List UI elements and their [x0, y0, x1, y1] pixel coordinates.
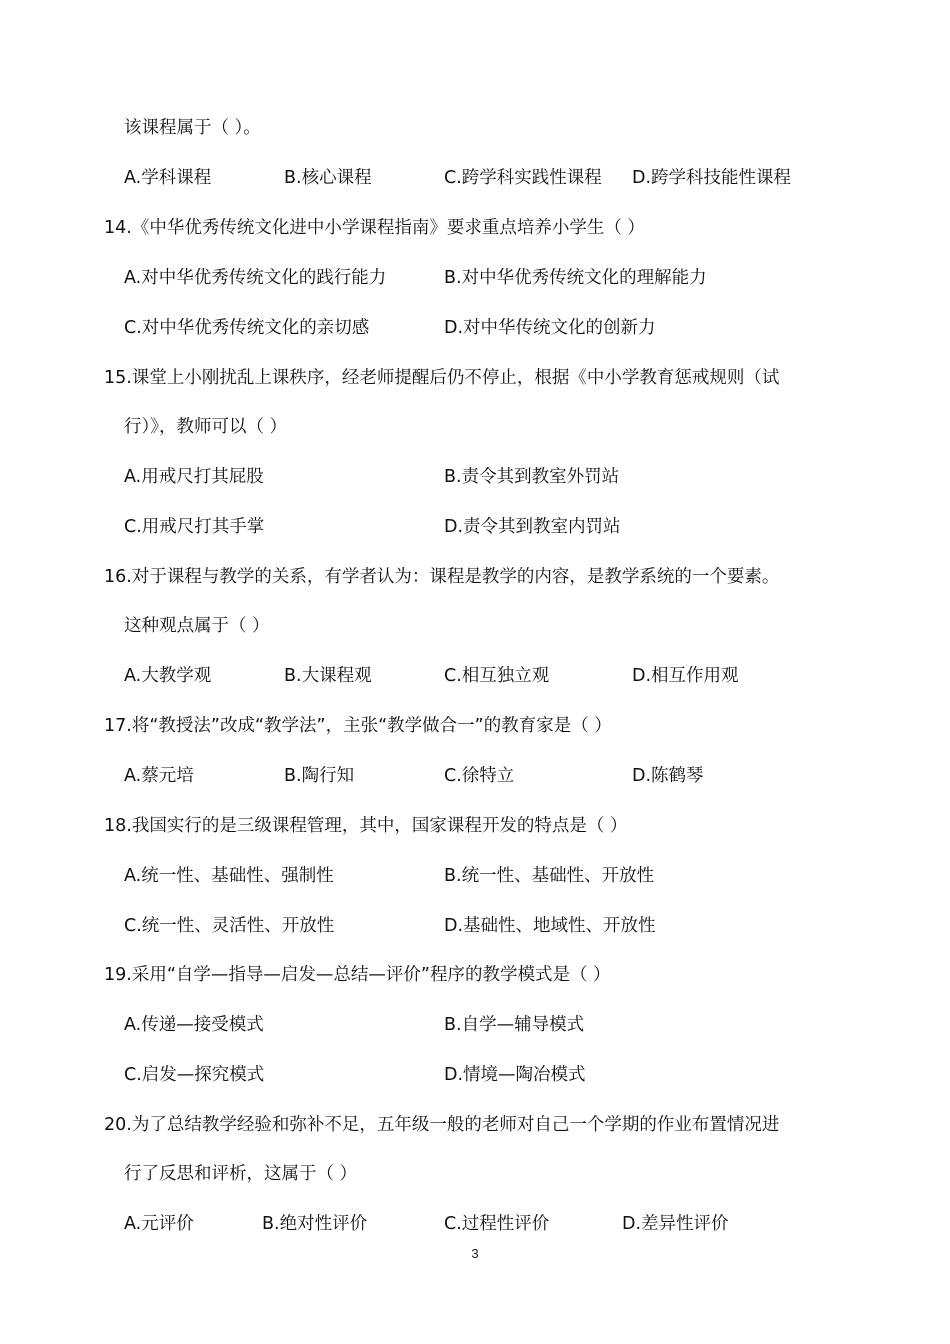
option-b: B.大课程观: [284, 666, 372, 686]
question-17-stem: 17.将“教授法”改成“教学法”，主张“教学做合一”的教育家是（ ）: [104, 716, 612, 736]
question-20-stem-line-1: 20.为了总结教学经验和弥补不足，五年级一般的老师对自己一个学期的作业布置情况进: [104, 1115, 780, 1135]
option-a: A.蔡元培: [124, 766, 194, 786]
option-b: B.对中华优秀传统文化的理解能力: [444, 268, 707, 288]
option-b: B.绝对性评价: [262, 1214, 368, 1234]
option-c: C.相互独立观: [444, 666, 550, 686]
option-a: A.用戒尺打其屁股: [124, 467, 264, 487]
option-a: A.大教学观: [124, 666, 212, 686]
option-a: A.学科课程: [124, 168, 212, 188]
question-15-stem-line-2: 行）》，教师可以（ ）: [124, 417, 288, 437]
question-13-stem-tail: 该课程属于（ ）。: [124, 118, 261, 138]
page-number: 3: [471, 1246, 479, 1261]
question-20-stem-line-2: 行了反思和评析，这属于（ ）: [124, 1164, 358, 1184]
option-b: B.自学—辅导模式: [444, 1015, 585, 1035]
option-a: A.统一性、基础性、强制性: [124, 866, 334, 886]
option-c: C.统一性、灵活性、开放性: [124, 916, 335, 936]
option-d: D.跨学科技能性课程: [632, 168, 792, 188]
option-d: D.对中华传统文化的创新力: [444, 318, 656, 338]
option-d: D.相互作用观: [632, 666, 739, 686]
option-a: A.元评价: [124, 1214, 194, 1234]
option-a: A.传递—接受模式: [124, 1015, 264, 1035]
option-c: C.用戒尺打其手掌: [124, 517, 265, 537]
option-d: D.差异性评价: [622, 1214, 729, 1234]
option-b: B.陶行知: [284, 766, 355, 786]
question-15-stem-line-1: 15.课堂上小刚扰乱上课秩序，经老师提醒后仍不停止，根据《中小学教育惩戒规则（试: [104, 368, 780, 388]
option-b: B.统一性、基础性、开放性: [444, 866, 655, 886]
option-a: A.对中华优秀传统文化的践行能力: [124, 268, 387, 288]
option-d: D.责令其到教室内罚站: [444, 517, 621, 537]
option-d: D.情境—陶冶模式: [444, 1065, 586, 1085]
option-c: C.过程性评价: [444, 1214, 550, 1234]
question-18-stem: 18.我国实行的是三级课程管理，其中，国家课程开发的特点是（ ）: [104, 816, 628, 836]
question-19-stem: 19.采用“自学—指导—启发—总结—评价”程序的教学模式是（ ）: [104, 965, 611, 985]
option-b: B.核心课程: [284, 168, 372, 188]
option-c: C.对中华优秀传统文化的亲切感: [124, 318, 370, 338]
question-16-stem-line-2: 这种观点属于（ ）: [124, 616, 270, 636]
option-c: C.徐特立: [444, 766, 515, 786]
option-c: C.跨学科实践性课程: [444, 168, 602, 188]
question-16-stem-line-1: 16.对于课程与教学的关系，有学者认为：课程是教学的内容，是教学系统的一个要素。: [104, 567, 780, 587]
option-c: C.启发—探究模式: [124, 1065, 265, 1085]
option-b: B.责令其到教室外罚站: [444, 467, 620, 487]
option-d: D.陈鹤琴: [632, 766, 704, 786]
option-d: D.基础性、地域性、开放性: [444, 916, 656, 936]
question-14-stem: 14.《中华优秀传统文化进中小学课程指南》要求重点培养小学生（ ）: [104, 218, 645, 238]
